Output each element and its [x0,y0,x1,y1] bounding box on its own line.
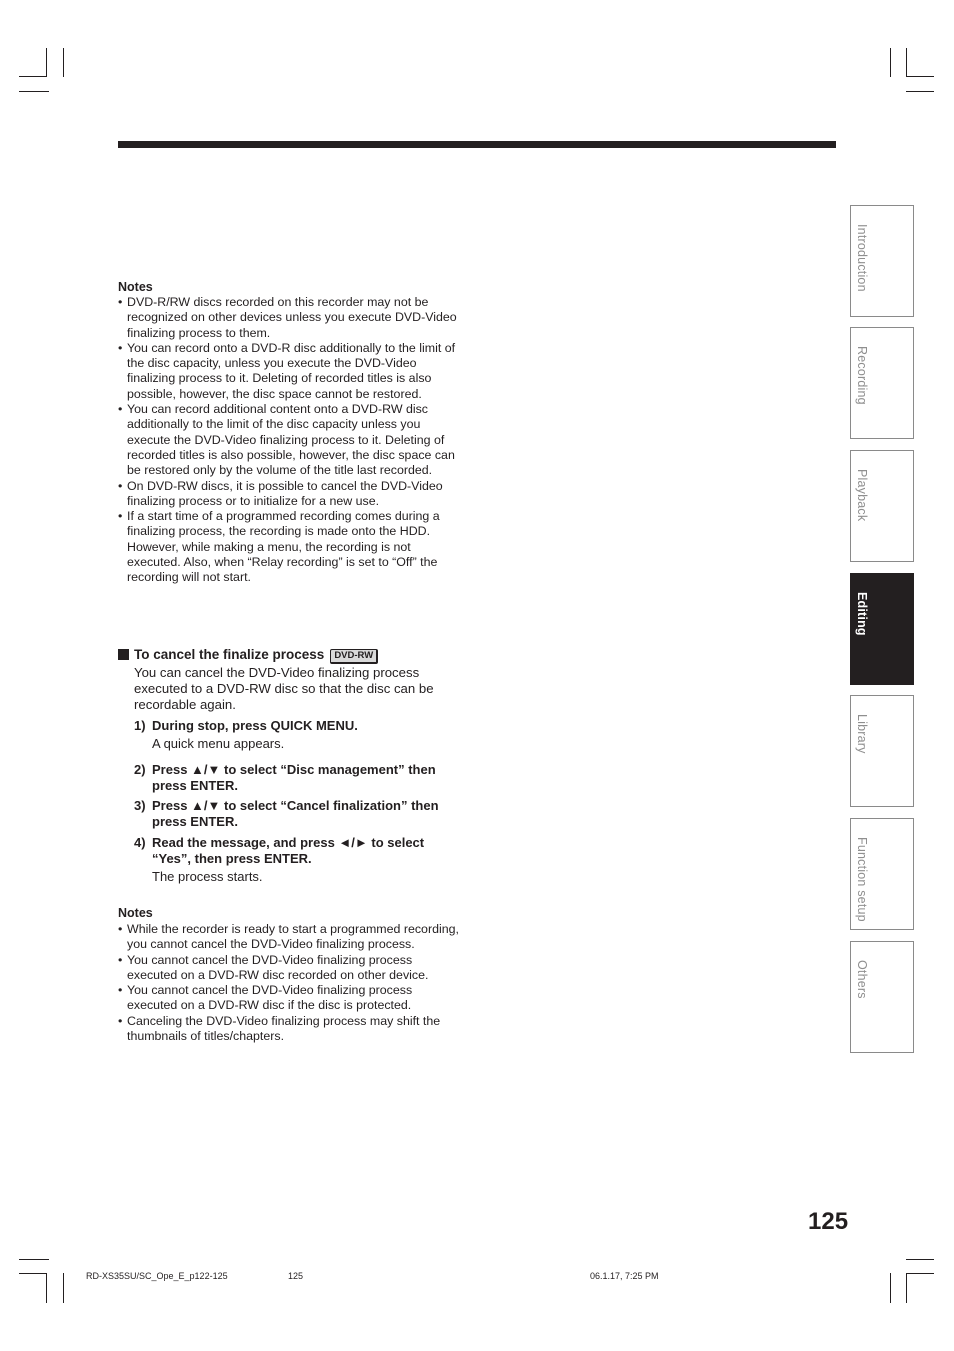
footer-file: RD-XS35SU/SC_Ope_E_p122-125 [86,1271,228,1281]
note-item: • DVD-R/RW discs recorded on this recorder may not be recognized on other devices unless you execute DVD-Video finalizing process to them. [118,295,463,341]
notes-list [118,295,463,586]
crop-mark [46,48,47,77]
notes-heading: Notes [118,906,153,920]
note-item: • You can record onto a DVD-R disc additionally to the limit of the disc capacity, unless you execute the DVD-Video finalizing process to it. Deleting of recorded titles is also possible, however, the disc space cannot be restored. [118,341,463,402]
tab-editing[interactable] [850,573,914,685]
tab-label: Others [855,960,869,999]
step-number: 2) [134,762,146,777]
step-text: Press ▲/▼ to select “Disc management” then press ENTER. [152,762,436,793]
note-item: • You cannot cancel the DVD-Video finalizing process executed on a DVD-RW disc if the disc is protected. [118,983,463,1014]
crop-mark [906,76,934,77]
tab-library[interactable] [850,695,914,807]
step-result: A quick menu appears. [152,736,285,751]
step-number: 3) [134,798,146,813]
note-item: • You cannot cancel the DVD-Video finalizing process executed on a DVD-RW disc recorded on other device. [118,953,463,984]
tab-playback[interactable] [850,450,914,562]
step-text: Press ▲/▼ to select “Cancel finalization” then press ENTER. [152,798,439,829]
crop-mark [906,1273,934,1274]
dvd-rw-badge: DVD-RW [330,649,378,664]
notes-list [118,922,463,1044]
step-result: The process starts. [152,869,263,884]
note-item: • On DVD-RW discs, it is possible to cancel the DVD-Video finalizing process or to initialize for a new use. [118,479,463,510]
square-bullet-icon [118,649,129,660]
crop-mark [890,48,891,77]
section-title-text: To cancel the finalize process [134,647,325,662]
step-4 [134,835,464,867]
section-intro: You can cancel the DVD-Video finalizing process executed to a DVD-RW disc so that the disc can be recordable again. [134,665,434,712]
section-title [118,646,378,664]
tab-label: Function setup [855,837,869,922]
step-3 [134,798,464,830]
crop-mark [63,1273,64,1303]
note-item: • While the recorder is ready to start a programmed recording, you cannot cancel the DVD-Video finalizing process. [118,922,463,953]
notes-heading: Notes [118,280,153,294]
footer-page: 125 [288,1271,304,1281]
crop-mark [906,1259,934,1260]
tab-label: Introduction [855,224,869,292]
tab-label: Library [855,714,869,754]
crop-mark [906,91,934,92]
tab-others[interactable] [850,941,914,1053]
footer-timestamp: 06.1.17, 7:25 PM [590,1271,659,1281]
note-item: • You can record additional content onto a DVD-RW disc additionally to the limit of the disc capacity unless you execute the DVD-Video finalizing process to it. Deleting of recorded titles is also possible, however, the disc space can be restored only by the volume of the title last recorded. [118,402,463,478]
crop-mark [63,48,64,77]
crop-mark [19,91,49,92]
crop-mark [906,48,907,77]
crop-mark [19,76,47,77]
step-text: During stop, press QUICK MENU. [152,718,358,733]
crop-mark [906,1273,907,1303]
crop-mark [19,1273,47,1274]
step-1 [134,718,464,734]
step-number: 1) [134,718,146,733]
tab-label: Editing [855,592,869,636]
header-rule [118,141,836,148]
tab-label: Recording [855,346,869,405]
crop-mark [19,1259,49,1260]
tab-label: Playback [855,469,869,522]
crop-mark [46,1273,47,1303]
crop-mark [890,1273,891,1303]
step-text: Read the message, and press ◄/► to select “Yes”, then press ENTER. [152,835,425,866]
page-number: 125 [808,1208,849,1235]
note-item: • Canceling the DVD-Video finalizing process may shift the thumbnails of titles/chapters. [118,1014,463,1045]
note-item: • If a start time of a programmed recording comes during a finalizing process, the recording is made onto the HDD. However, while making a menu, the recording is not executed. Also, when “Relay recording” is set to “Off” the recording will not start. [118,509,463,585]
step-2 [134,762,464,794]
tab-function-setup[interactable] [850,818,914,930]
tab-recording[interactable] [850,327,914,439]
step-number: 4) [134,835,146,850]
tab-introduction[interactable] [850,205,914,317]
